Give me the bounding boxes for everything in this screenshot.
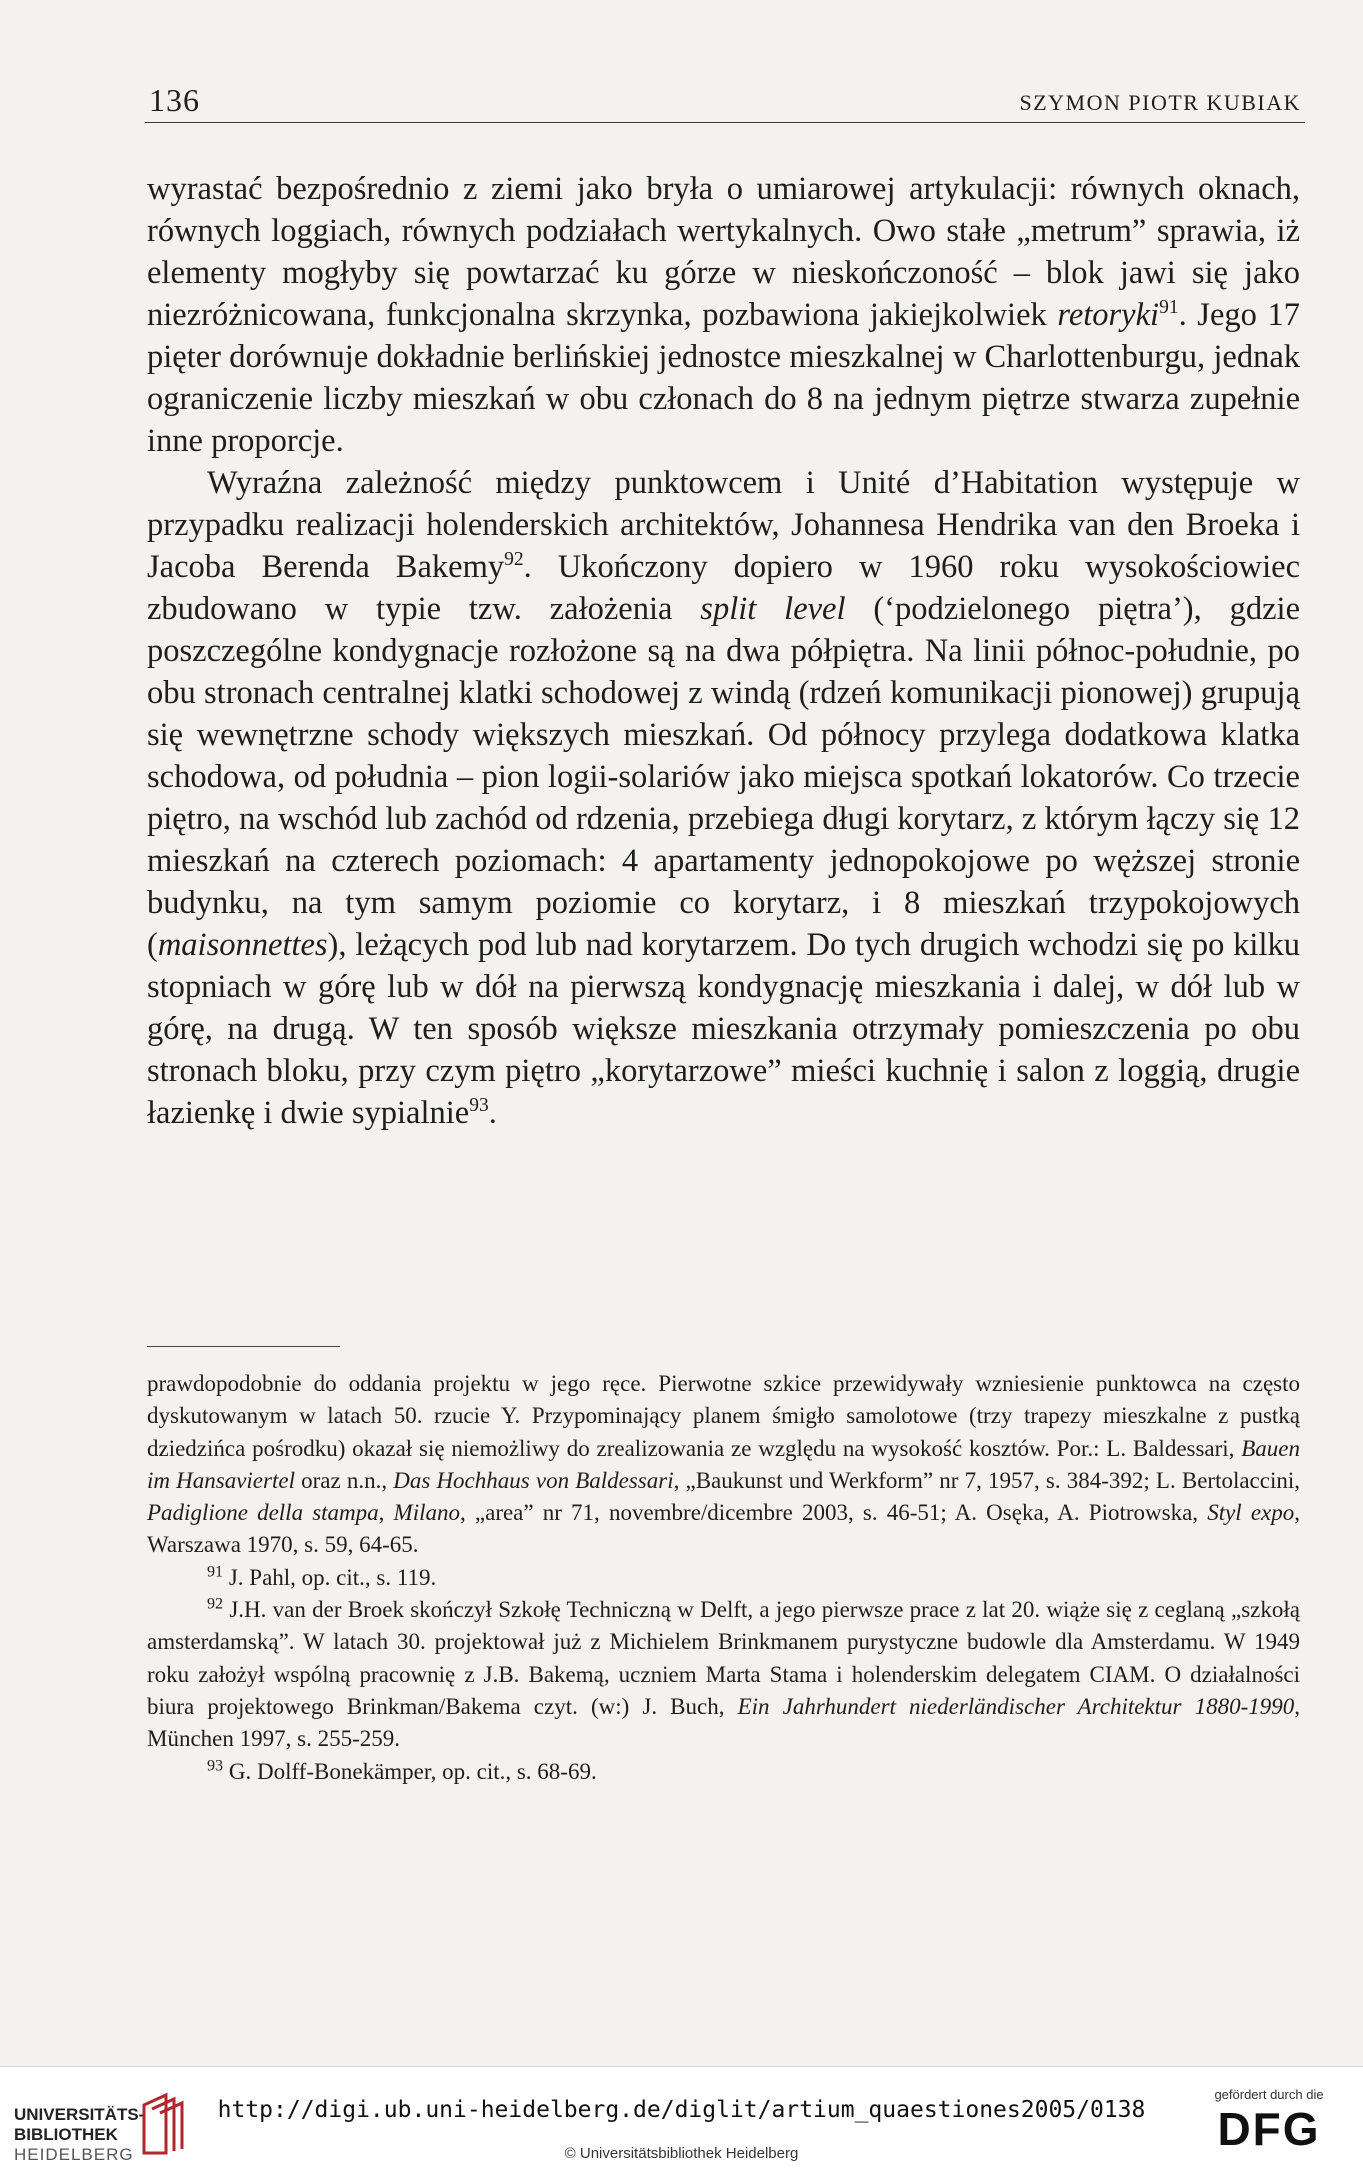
italic-term: retoryki — [1057, 297, 1160, 333]
footnote-separator — [147, 1346, 340, 1347]
paragraph: Wyraźna zależność między punktowcem i Unité d’Habitation występuje w przypadku realizacji holenderskich architektów, Johannesa Hendrika van den Broeka i Jacoba Berenda Bakemy$^{92}$. Ukończony dopiero w 1960 roku wysokościowiec zbudowano w typie tzw. założenia split level (‘podzielonego piętra’), gdzie poszczególne kondygnacje rozłożone są na dwa półpiętra. Na linii północ-południe, po obu stronach centralnej klatki schodowej z windą (rdzeń komunikacji pionowej) grupują się wewnętrzne schody większych mieszkań. Od północy przylega dodatkowa klatka schodowa, od południa – pion logii-solariów jako miejsca spotkań lokatorów. Co trzecie piętro, na wschód lub zachód od rdzenia, przebiega długi korytarz, z którym łączy się 12 mieszkań na czterech poziomach: 4 apartamenty jednopokojowe po węższej stronie budynku, na tym samym poziomie co korytarz, i 8 mieszkań trzypokojowych (maisonnettes), leżących pod lub nad korytarzem. Do tych drugich wchodzi się po kilku stopniach w górę lub w dół na pierwszą kondygnację mieszkania i dalej, w dół lub w górę, na drugą. W ten sposób większe mieszkania otrzymały pomieszczenia po obu stronach bloku, przy czym piętro „korytarzowe” mieści kuchnię i salon z loggią, drugie łazienkę i dwie sypialnie$^{93}$. — [147, 465, 1300, 1131]
library-logo[interactable]: UNIVERSITÄTS- BIBLIOTHEK HEIDELBERG — [14, 2085, 194, 2165]
footnote-91: $^{91}$ J. Pahl, op. cit., s. 119. — [207, 1563, 437, 1590]
footnote-ref: 93 — [469, 1095, 489, 1117]
footnote-ref: 91 — [1159, 297, 1179, 319]
footnote-continuation: prawdopodobnie do oddania projektu w jego ręce. Pierwotne szkice przewidywały wzniesienie punktowca na często dyskutowanym w latach 50. rzucie Y. Przypominający planem śmigło samolotowe (trzy trapezy mieszkalne z pustką dziedzińca pośrodku) okazał się niemożliwy do zrealizowania ze względu na wysokość kosztów. Por.: L. Baldessari, Bauen im Hansaviertel oraz n.n., Das Hochhaus von Baldessari, „Baukunst und Werkform” nr 7, 1957, s. 384-392; L. Bertolaccini, Padiglione della stampa, Milano, „area” nr 71, novembre/dicembre 2003, s. 46-51; A. Osęka, A. Piotrowska, Styl expo, Warszawa 1970, s. 59, 64-65. — [147, 1371, 1301, 1558]
copyright-notice: © Universitätsbibliothek Heidelberg — [564, 2145, 799, 2162]
running-head-author: SZYMON PIOTR KUBIAK — [1019, 90, 1301, 115]
dfg-logo[interactable]: gefördert durch die DFG — [1214, 2087, 1324, 2155]
footnote-ref: 92 — [504, 549, 524, 571]
main-text — [147, 168, 1300, 1134]
italic-term: split level — [700, 591, 846, 627]
italic-term: maisonnettes — [157, 927, 328, 963]
running-head — [145, 82, 1305, 123]
source-url-link[interactable]: http://digi.ub.uni-heidelberg.de/diglit/artium_quaestiones2005/0138 — [217, 2097, 1146, 2123]
footnote-92: $^{92}$ J.H. van der Broek skończył Szkołę Techniczną w Delft, a jego pierwsze prace z lat 20. wiąże się z ceglaną „szkołą amsterdamską”. W latach 30. projektował już z Michielem Brinkmanem purystyczne budowle dla Amsterdamu. W 1949 roku założył wspólną pracownię z J.B. Bakemą, uczniem Marta Stama i holenderskim delegatem CIAM. O działalności biura projektowego Brinkman/Bakema czyt. (w:) J. Buch, Ein Jahrhundert niederländischer Architektur 1880-1990, München 1997, s. 255-259. — [147, 1595, 1300, 1752]
digitization-footer — [0, 2066, 1363, 2177]
page-number: 136 — [149, 82, 200, 118]
footnotes — [147, 1368, 1300, 1788]
footnote-93: $^{93}$ G. Dolff-Bonekämper, op. cit., s. 68-69. — [207, 1756, 597, 1784]
paragraph: wyrastać bezpośrednio z ziemi jako bryła o umiarowej artykulacji: równych oknach, równych loggiach, równych podziałach wertykalnych. Owo stałe „metrum” sprawia, iż elementy mogłyby się powtarzać ku górze w nieskończoność – blok jawi się jako niezróżnicowana, funkcjonalna skrzynka, pozbawiona jakiejkolwiek retoryki$^{91}$. Jego 17 pięter dorównuje dokładnie berlińskiej jednostce mieszkalnej w Charlottenburgu, jednak ograniczenie liczby mieszkań w obu członach do 8 na jednym piętrze stwarza zupełnie inne proporcje. — [147, 171, 1300, 459]
